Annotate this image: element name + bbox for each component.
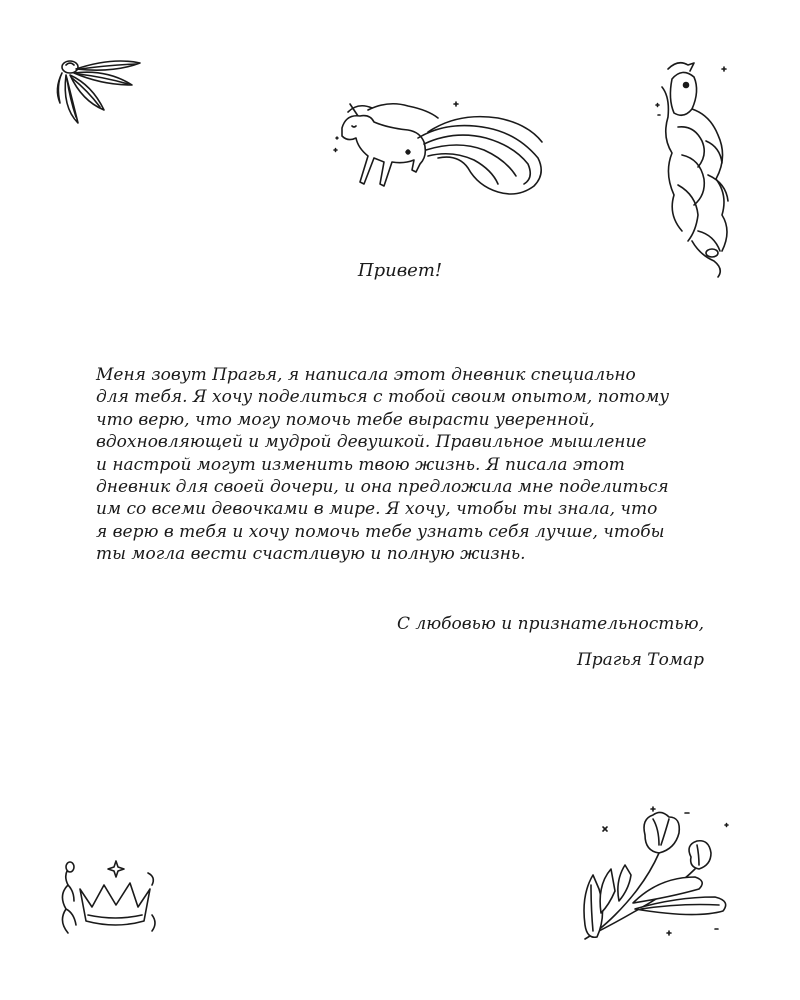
- letter-body: [96, 364, 708, 566]
- body-line: вдохновляющей и мудрой девушкой. Правильное мышление: [96, 432, 647, 453]
- body-line: и настрой могут изменить твою жизнь. Я писала этот: [96, 454, 625, 475]
- body-line: я верю в тебя и хочу помочь тебе узнать себя лучше, чтобы: [96, 521, 665, 542]
- body-line: что верю, что могу помочь тебе вырасти уверенной,: [96, 409, 595, 430]
- body-line: для тебя. Я хочу поделиться с тобой своим опытом, потому: [96, 387, 670, 408]
- leaf-spray-icon: [52, 55, 147, 130]
- signature-text: Прагья Томар: [576, 650, 704, 670]
- body-line: Меня зовут Прагья, я написала этот дневник специально: [96, 365, 636, 385]
- tulip-bouquet-icon: [575, 805, 740, 945]
- body-line: им со всеми девочками в мире. Я хочу, чтобы ты знала, что: [96, 499, 658, 520]
- unicorn-icon: [328, 98, 553, 208]
- bird-icon: [648, 55, 748, 280]
- greeting-text: Привет!: [357, 260, 443, 281]
- crown-icon: [52, 855, 162, 945]
- body-line: ты могла вести счастливую и полную жизнь.: [96, 544, 526, 565]
- closing-text: С любовью и признательностью,: [396, 614, 704, 634]
- body-line: дневник для своей дочери, и она предложила мне поделиться: [96, 477, 669, 498]
